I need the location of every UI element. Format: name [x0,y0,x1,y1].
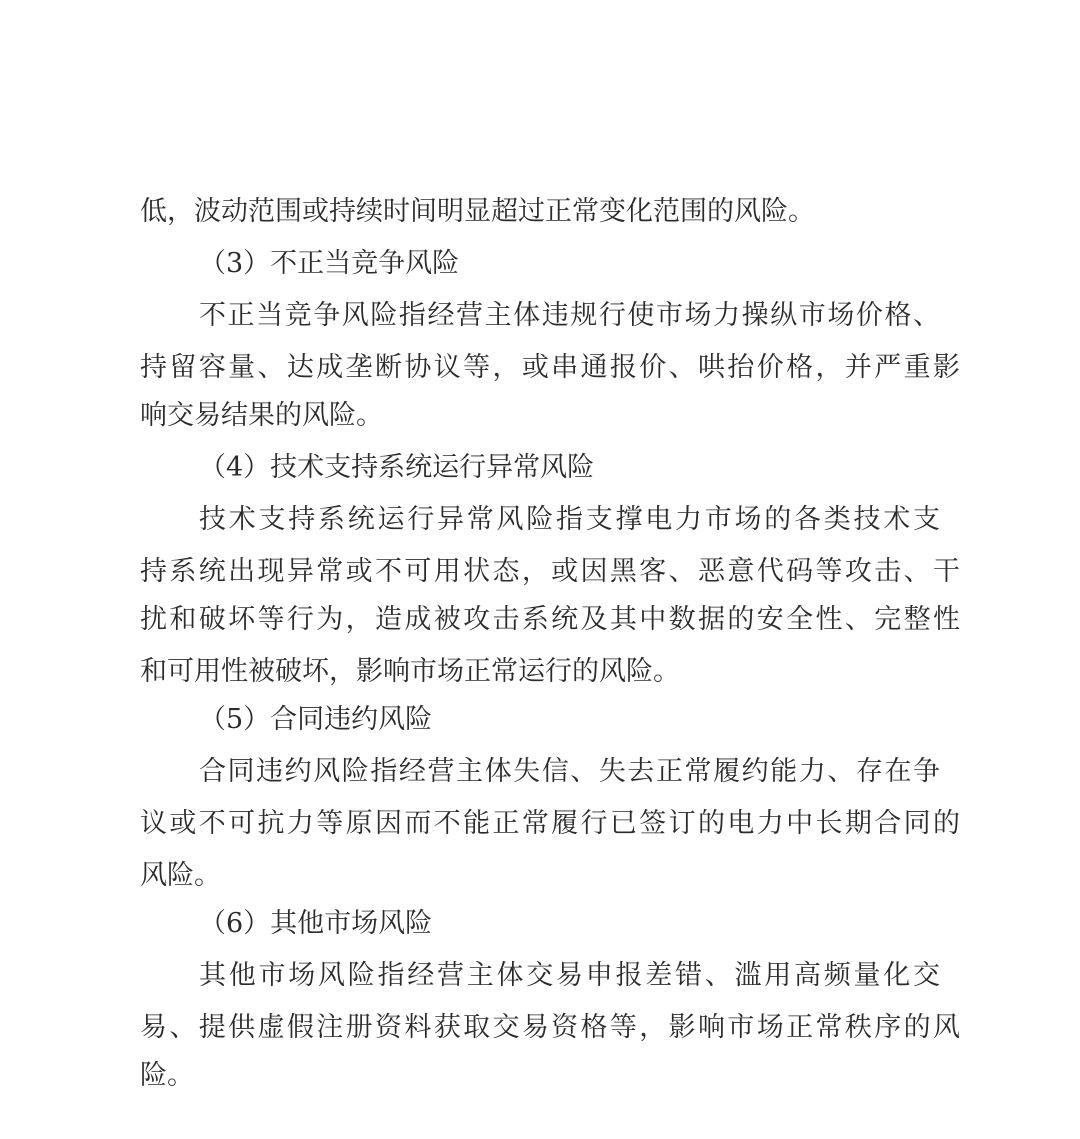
section-heading: （3）不正当竞争风险 [199,248,460,279]
text-line: 风险。 [140,860,221,891]
text-line: 和可用性被破坏，影响市场正常运行的风险。 [140,656,680,687]
paragraph-first-line: 技术支持系统运行异常风险指支撑电力市场的各类技术支 [199,504,940,535]
paragraph-first-line: 不正当竞争风险指经营主体违规行使市场力操纵市场价格、 [199,300,940,331]
text-line: 易、提供虚假注册资料获取交易资格等，影响市场正常秩序的风 [140,1012,960,1043]
text-line: 响交易结果的风险。 [140,400,383,431]
section-heading: （5）合同违约风险 [199,704,433,735]
text-line: 低，波动范围或持续时间明显超过正常变化范围的风险。 [140,196,815,227]
text-line: 持留容量、达成垄断协议等，或串通报价、哄抬价格，并严重影 [140,352,960,383]
text-line: 险。 [140,1060,194,1091]
section-heading: （6）其他市场风险 [199,908,433,939]
text-line: 议或不可抗力等原因而不能正常履行已签订的电力中长期合同的 [140,808,960,839]
section-heading: （4）技术支持系统运行异常风险 [199,452,595,483]
paragraph-first-line: 其他市场风险指经营主体交易申报差错、滥用高频量化交 [199,960,940,991]
text-line: 持系统出现异常或不可用状态，或因黑客、恶意代码等攻击、干 [140,556,960,587]
text-line: 扰和破坏等行为，造成被攻击系统及其中数据的安全性、完整性 [140,604,960,635]
paragraph-first-line: 合同违约风险指经营主体失信、失去正常履约能力、存在争 [199,756,940,787]
